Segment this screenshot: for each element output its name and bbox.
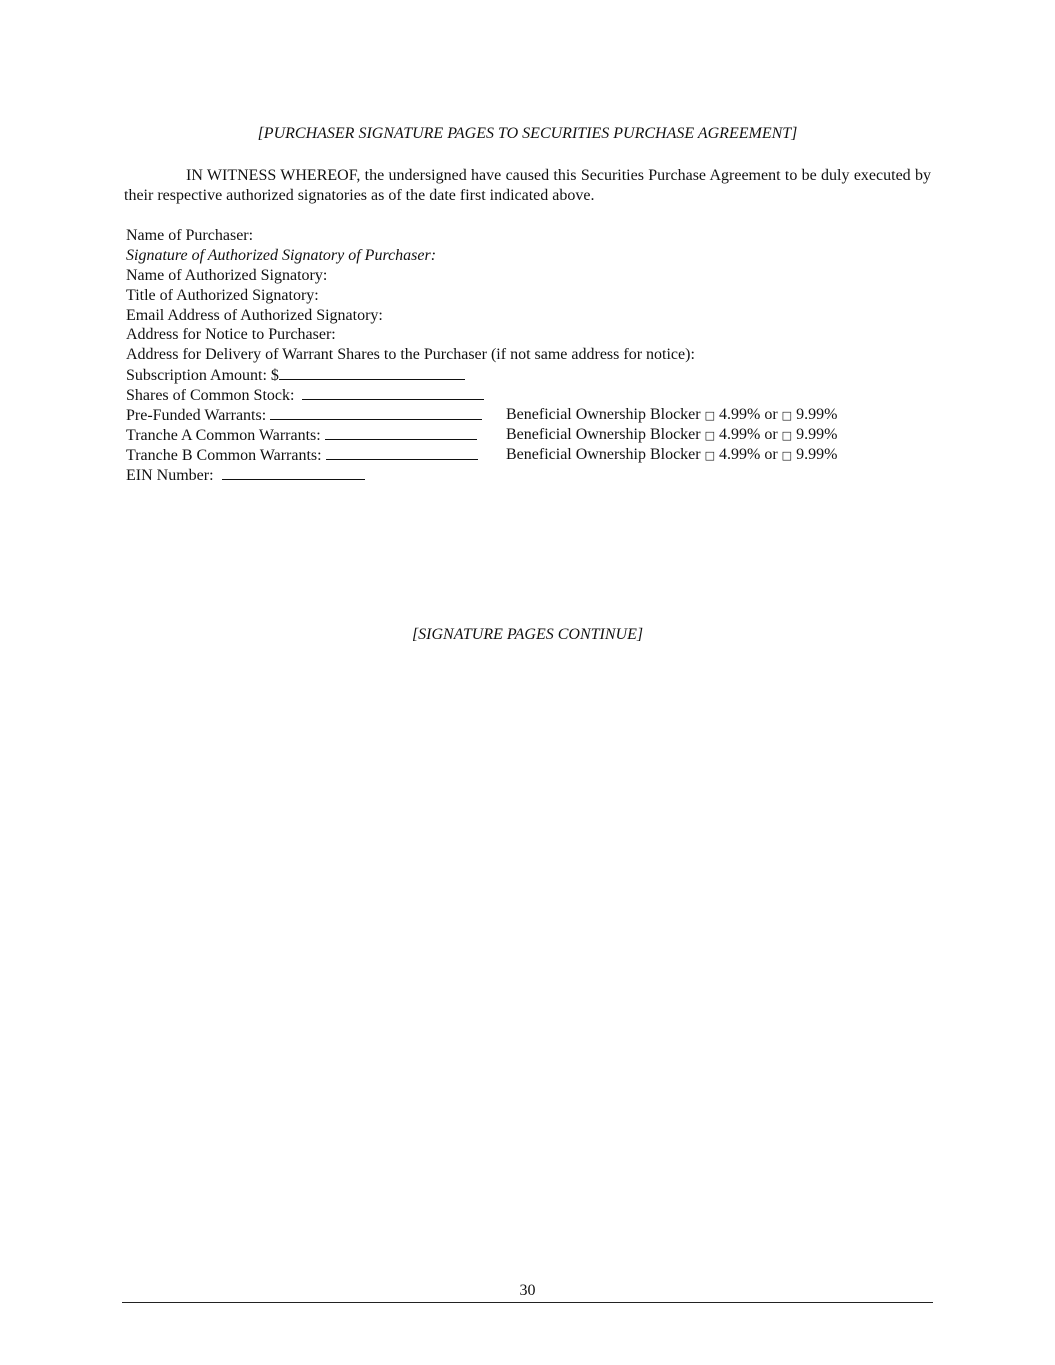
field-label: Address for Notice to Purchaser: bbox=[126, 326, 336, 344]
field-signature bbox=[126, 246, 946, 266]
document-header: [PURCHASER SIGNATURE PAGES TO SECURITIES PURCHASE AGREEMENT] bbox=[257, 125, 798, 142]
field-email-of-signatory bbox=[126, 306, 946, 326]
checkbox-icon[interactable]: □ bbox=[781, 428, 793, 442]
ein-number-blank[interactable] bbox=[222, 465, 365, 480]
field-subscription-amount bbox=[126, 365, 946, 385]
field-address-for-delivery bbox=[126, 345, 946, 365]
signature-pages-continue: [SIGNATURE PAGES CONTINUE] bbox=[411, 626, 644, 643]
pre-funded-warrants-blank[interactable] bbox=[270, 405, 482, 420]
field-label: Address for Delivery of Warrant Shares to the Purchaser (if not same address for notice): bbox=[126, 346, 695, 364]
field-shares-of-common-stock bbox=[126, 385, 946, 405]
field-tranche-b-warrants bbox=[126, 445, 946, 465]
field-pre-funded-warrants bbox=[126, 405, 946, 425]
field-label: Subscription Amount: $ bbox=[126, 367, 279, 385]
ownership-blocker: Beneficial Ownership Blocker □ 4.99% or □ 9.99% bbox=[506, 406, 838, 424]
field-label: Tranche A Common Warrants: bbox=[126, 426, 321, 444]
field-label: Title of Authorized Signatory: bbox=[126, 286, 319, 304]
checkbox-icon[interactable]: □ bbox=[781, 448, 793, 462]
shares-blank[interactable] bbox=[302, 385, 484, 400]
field-name-of-signatory bbox=[126, 266, 946, 286]
field-label: EIN Number: bbox=[126, 466, 214, 484]
footer-divider bbox=[122, 1302, 933, 1303]
field-label: Pre-Funded Warrants: bbox=[126, 407, 267, 425]
checkbox-icon[interactable]: □ bbox=[704, 428, 716, 442]
purchaser-fields bbox=[126, 226, 946, 485]
field-ein-number bbox=[126, 465, 946, 485]
field-label: Name of Purchaser: bbox=[126, 227, 254, 244]
checkbox-icon[interactable]: □ bbox=[781, 409, 793, 423]
tranche-a-blank[interactable] bbox=[325, 425, 477, 440]
field-label: Email Address of Authorized Signatory: bbox=[126, 306, 383, 324]
subscription-amount-blank[interactable] bbox=[279, 365, 465, 380]
checkbox-icon[interactable]: □ bbox=[704, 409, 716, 423]
witness-paragraph: IN WITNESS WHEREOF, the undersigned have caused this Securities Purchase Agreement to be duly executed by their respective authorized signatories as of the date first indicated above. bbox=[124, 167, 931, 204]
ownership-blocker: Beneficial Ownership Blocker □ 4.99% or □ 9.99% bbox=[506, 425, 838, 443]
field-title-of-signatory bbox=[126, 286, 946, 306]
field-tranche-a-warrants bbox=[126, 425, 946, 445]
field-label: Tranche B Common Warrants: bbox=[126, 446, 322, 464]
field-label: Shares of Common Stock: bbox=[126, 387, 295, 405]
tranche-b-blank[interactable] bbox=[326, 445, 478, 460]
field-label: Signature of Authorized Signatory of Purchaser: bbox=[126, 246, 437, 264]
field-address-for-notice bbox=[126, 325, 946, 345]
ownership-blocker: Beneficial Ownership Blocker □ 4.99% or □ 9.99% bbox=[506, 445, 838, 463]
checkbox-icon[interactable]: □ bbox=[704, 448, 716, 462]
field-name-of-purchaser bbox=[126, 226, 946, 246]
field-label: Name of Authorized Signatory: bbox=[126, 266, 328, 284]
page-number: 30 bbox=[519, 1282, 536, 1299]
